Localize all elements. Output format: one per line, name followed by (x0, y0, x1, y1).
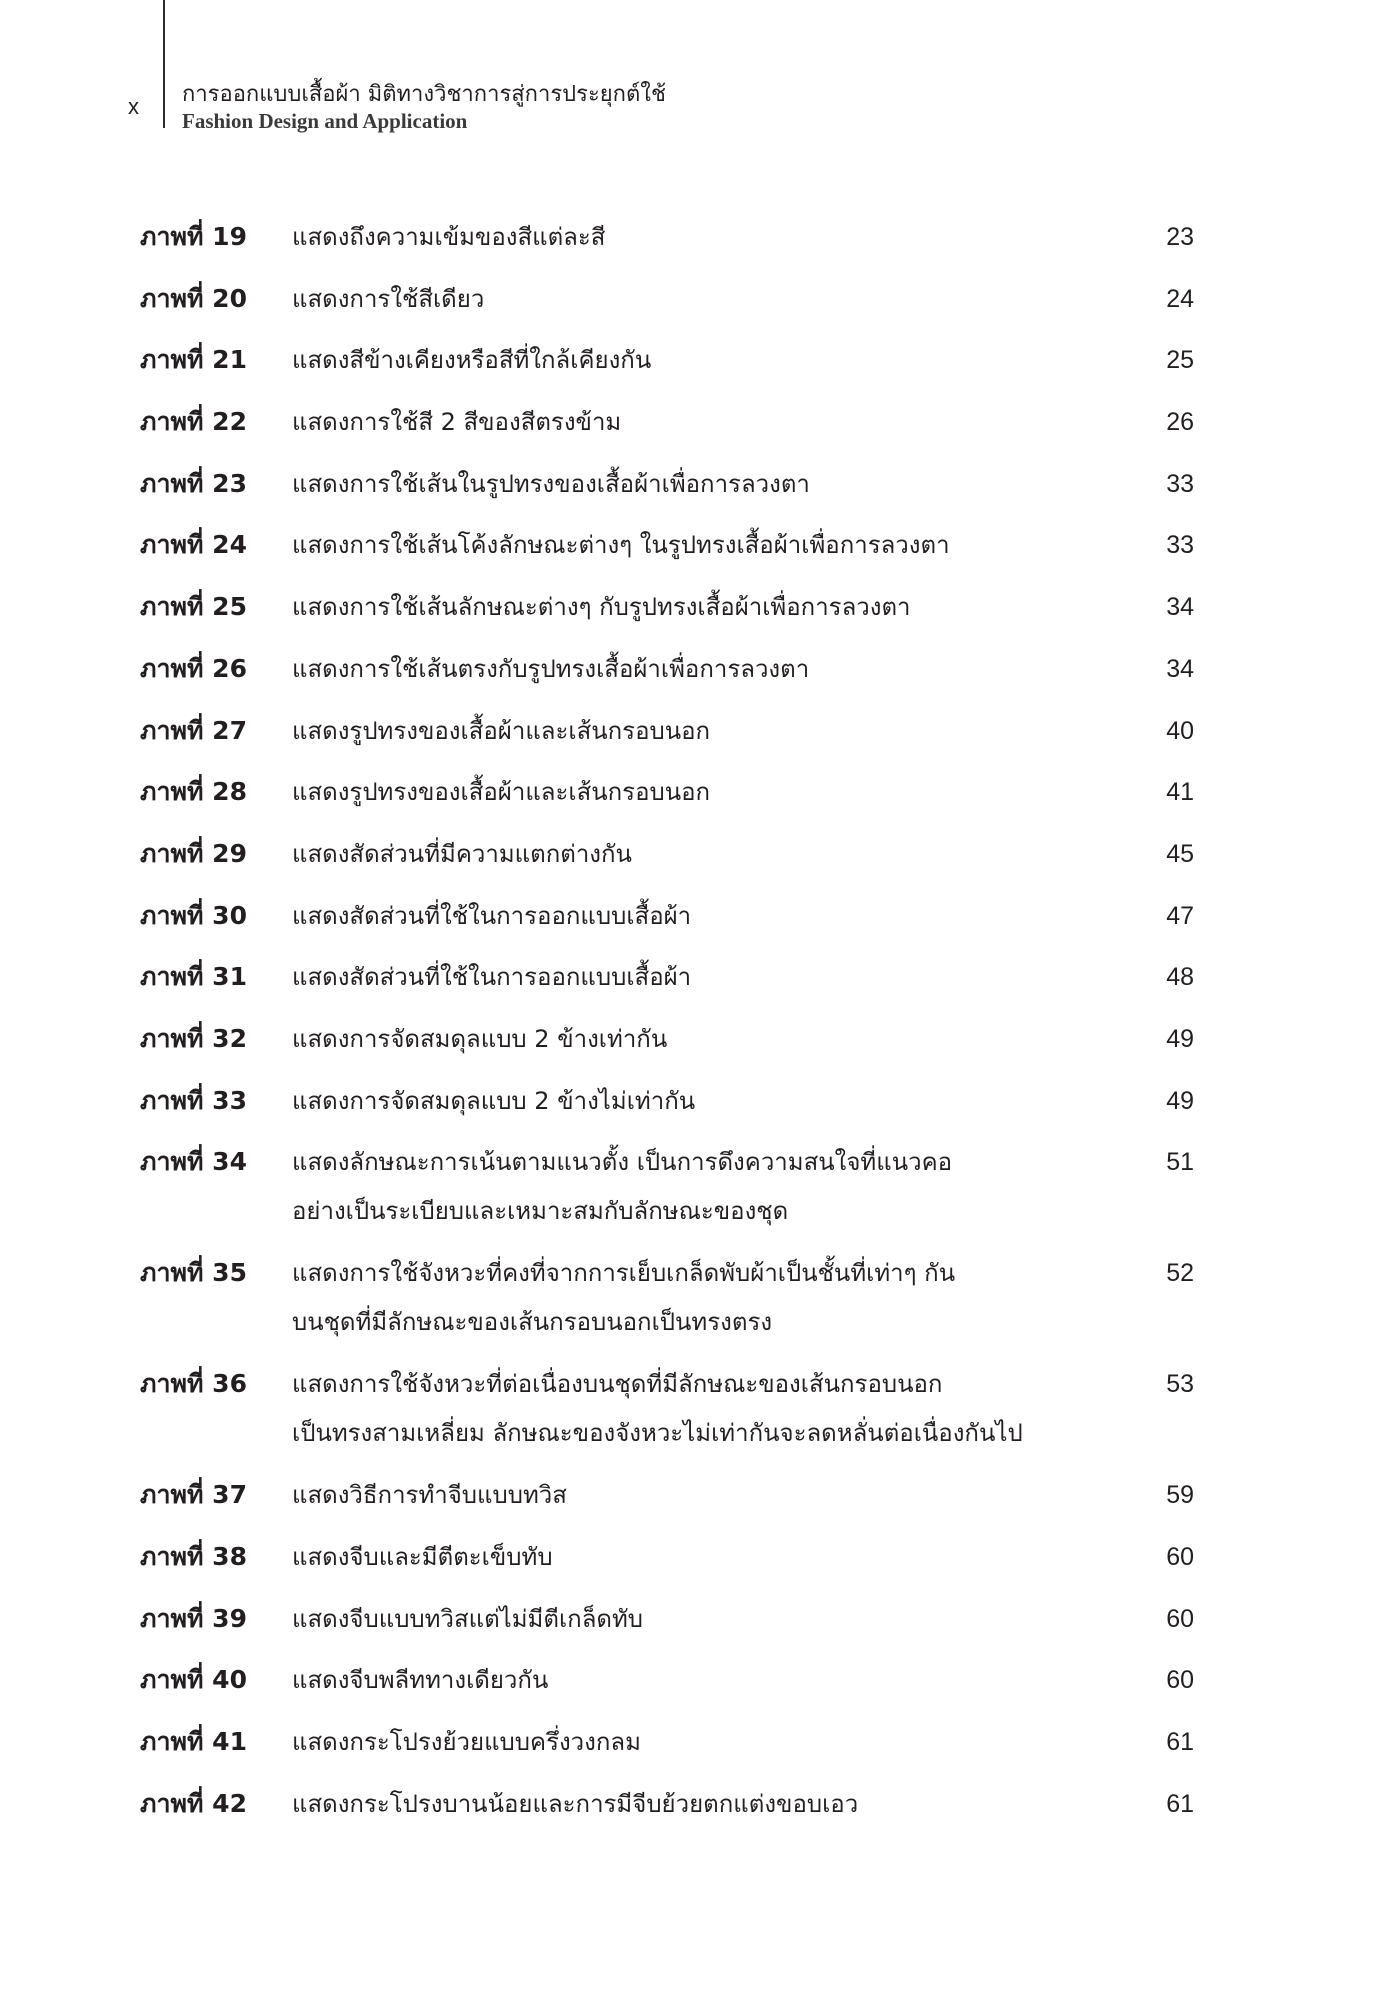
page-reference: 34 (1166, 593, 1194, 622)
figure-title-line: อย่างเป็นระเบียบและเหมาะสมกับลักษณะของชุด (292, 1197, 789, 1226)
figure-title (292, 521, 1112, 570)
figure-title (292, 953, 1112, 1002)
figure-title (292, 645, 1112, 694)
figure-label: ภาพที่ 31 (140, 962, 247, 992)
figure-title-line: แสดงการใช้จังหวะที่คงที่จากการเย็บเกล็ดพับผ้าเป็นชั้นที่เท่าๆ กัน (292, 1259, 956, 1288)
figure-title-line: แสดงการจัดสมดุลแบบ 2 ข้างไม่เท่ากัน (292, 1086, 696, 1115)
page-reference: 33 (1166, 469, 1194, 498)
figure-label: ภาพที่ 28 (140, 777, 247, 807)
figure-label: ภาพที่ 40 (140, 1665, 247, 1695)
toc-entry (0, 397, 1400, 459)
figure-label: ภาพที่ 24 (140, 530, 247, 560)
figure-title (292, 1471, 1112, 1520)
toc-entry (0, 829, 1400, 891)
figure-label: ภาพที่ 39 (140, 1603, 247, 1633)
figure-title-line: แสดงรูปทรงของเสื้อผ้าและเส้นกรอบนอก (292, 716, 711, 745)
page-reference: 61 (1166, 1789, 1194, 1818)
toc-entry (0, 274, 1400, 336)
figure-label: ภาพที่ 38 (140, 1542, 247, 1571)
page-reference: 59 (1166, 1481, 1194, 1510)
figure-title (292, 398, 1112, 447)
figure-title (292, 1360, 1112, 1458)
figure-title-line: แสดงสัดส่วนที่มีความแตกต่างกัน (292, 839, 632, 868)
figure-title-line: แสดงการจัดสมดุลแบบ 2 ข้างเท่ากัน (292, 1024, 668, 1053)
figure-title-line: แสดงจีบพลีททางเดียวกัน (292, 1666, 549, 1695)
page-reference: 41 (1166, 778, 1194, 807)
figure-title (292, 830, 1112, 879)
figure-title-line: แสดงการใช้เส้นในรูปทรงของเสื้อผ้าเพื่อการลวงตา (292, 469, 810, 498)
figure-label: ภาพที่ 34 (140, 1147, 247, 1177)
figure-title-line: แสดงกระโปรงบานน้อยและการมีจีบย้วยตกแต่งขอบเอว (292, 1789, 859, 1818)
page-reference: 23 (1166, 223, 1194, 251)
figure-title (292, 1015, 1112, 1064)
figure-title-line: แสดงสัดส่วนที่ใช้ในการออกแบบเสื้อผ้า (292, 963, 692, 992)
figure-title-line: แสดงจีบและมีตีตะเข็บทับ (292, 1543, 553, 1571)
figure-label: ภาพที่ 41 (140, 1727, 247, 1757)
page-reference: 48 (1166, 963, 1194, 992)
book-title-thai: การออกแบบเสื้อผ้า มิติทางวิชาการสู่การประยุกต์ใช้ (182, 82, 666, 107)
toc-entry (0, 335, 1400, 397)
figure-title (292, 1077, 1112, 1126)
toc-entry (0, 582, 1400, 644)
figure-title (292, 583, 1112, 632)
figure-label: ภาพที่ 26 (140, 653, 247, 683)
toc-entry (0, 891, 1400, 953)
figure-title-line: แสดงวิธีการทำจีบแบบทวิส (292, 1481, 567, 1510)
toc-entry (0, 1532, 1400, 1594)
page-reference: 60 (1166, 1604, 1194, 1633)
toc-entry (0, 1470, 1400, 1532)
figure-title (292, 460, 1112, 509)
page-reference: 61 (1166, 1728, 1194, 1757)
figure-title (292, 336, 1112, 385)
toc-entry (0, 212, 1400, 274)
toc-entry (0, 1359, 1400, 1470)
figure-title-line: แสดงการใช้เส้นตรงกับรูปทรงเสื้อผ้าเพื่อการลวงตา (292, 654, 810, 683)
figure-title (292, 213, 1112, 262)
page-reference: 25 (1166, 346, 1194, 375)
header-divider (163, 0, 165, 128)
toc-entry (0, 459, 1400, 521)
figure-label: ภาพที่ 19 (140, 222, 247, 251)
list-of-figures (0, 212, 1400, 1840)
figure-title-line: แสดงการใช้สี 2 สีของสีตรงข้าม (292, 408, 622, 437)
page-reference: 60 (1166, 1543, 1194, 1571)
figure-label: ภาพที่ 35 (140, 1258, 247, 1288)
figure-label: ภาพที่ 33 (140, 1085, 247, 1115)
page-reference: 51 (1166, 1148, 1194, 1177)
figure-title-line: แสดงจีบแบบทวิสแต่ไม่มีตีเกล็ดทับ (292, 1604, 644, 1633)
page-reference: 34 (1166, 654, 1194, 683)
page-reference: 33 (1166, 531, 1194, 560)
book-title-english: Fashion Design and Application (182, 109, 468, 133)
figure-title-line: แสดงการใช้สีเดียว (292, 284, 485, 313)
page-reference: 53 (1166, 1370, 1194, 1399)
figure-label: ภาพที่ 23 (140, 468, 247, 498)
figure-title (292, 1249, 1112, 1347)
toc-entry (0, 1717, 1400, 1779)
toc-entry (0, 767, 1400, 829)
figure-title (292, 707, 1112, 756)
toc-entry (0, 706, 1400, 768)
page-reference: 49 (1166, 1024, 1194, 1053)
toc-entry (0, 1137, 1400, 1248)
toc-entry (0, 1655, 1400, 1717)
figure-label: ภาพที่ 20 (140, 283, 247, 313)
figure-label: ภาพที่ 32 (140, 1023, 247, 1053)
figure-title-line: แสดงการใช้เส้นลักษณะต่างๆ กับรูปทรงเสื้อผ้าเพื่อการลวงตา (292, 593, 911, 622)
page-number: x (128, 94, 139, 119)
page-reference: 45 (1166, 839, 1194, 868)
figure-title (292, 1718, 1112, 1767)
page-reference: 49 (1166, 1086, 1194, 1115)
figure-title (292, 1780, 1112, 1829)
figure-title-line: แสดงรูปทรงของเสื้อผ้าและเส้นกรอบนอก (292, 778, 711, 807)
figure-title-line: แสดงกระโปรงย้วยแบบครึ่งวงกลม (292, 1728, 641, 1757)
page-reference: 52 (1166, 1259, 1194, 1288)
figure-title-line: แสดงถึงความเข้มของสีแต่ละสี (292, 223, 606, 251)
page-reference: 24 (1166, 284, 1194, 313)
figure-title (292, 275, 1112, 324)
page-reference: 26 (1166, 408, 1194, 437)
figure-label: ภาพที่ 30 (140, 900, 247, 930)
figure-title-line: แสดงสีข้างเคียงหรือสีที่ใกล้เคียงกัน (292, 346, 652, 375)
figure-title (292, 1656, 1112, 1705)
figure-label: ภาพที่ 21 (140, 345, 247, 375)
figure-title-line: เป็นทรงสามเหลี่ยม ลักษณะของจังหวะไม่เท่ากันจะลดหลั่นต่อเนื่องกันไป (292, 1419, 1023, 1448)
page-reference: 60 (1166, 1666, 1194, 1695)
figure-label: ภาพที่ 27 (140, 715, 247, 745)
figure-label: ภาพที่ 29 (140, 838, 247, 868)
figure-title-line: แสดงการใช้จังหวะที่ต่อเนื่องบนชุดที่มีลักษณะของเส้นกรอบนอก (292, 1370, 943, 1399)
figure-title-line: แสดงสัดส่วนที่ใช้ในการออกแบบเสื้อผ้า (292, 901, 692, 930)
toc-entry (0, 1248, 1400, 1359)
page-reference: 47 (1166, 901, 1194, 930)
figure-title (292, 768, 1112, 817)
figure-title (292, 1533, 1112, 1582)
figure-title-line: แสดงการใช้เส้นโค้งลักษณะต่างๆ ในรูปทรงเสื้อผ้าเพื่อการลวงตา (292, 531, 950, 560)
toc-entry (0, 1594, 1400, 1656)
toc-entry (0, 952, 1400, 1014)
toc-entry (0, 520, 1400, 582)
figure-title (292, 892, 1112, 941)
figure-title-line: บนชุดที่มีลักษณะของเส้นกรอบนอกเป็นทรงตรง (292, 1308, 773, 1337)
figure-label: ภาพที่ 36 (140, 1369, 247, 1399)
page-reference: 40 (1166, 716, 1194, 745)
figure-label: ภาพที่ 22 (140, 407, 247, 437)
toc-entry (0, 1076, 1400, 1138)
toc-entry (0, 644, 1400, 706)
figure-title (292, 1138, 1112, 1236)
figure-title (292, 1595, 1112, 1644)
figure-title-line: แสดงลักษณะการเน้นตามแนวตั้ง เป็นการดึงความสนใจที่แนวคอ (292, 1148, 953, 1177)
toc-entry (0, 1779, 1400, 1841)
figure-label: ภาพที่ 37 (140, 1480, 247, 1510)
figure-label: ภาพที่ 25 (140, 592, 247, 622)
page-header (0, 0, 1400, 140)
figure-label: ภาพที่ 42 (140, 1788, 247, 1818)
toc-entry (0, 1014, 1400, 1076)
